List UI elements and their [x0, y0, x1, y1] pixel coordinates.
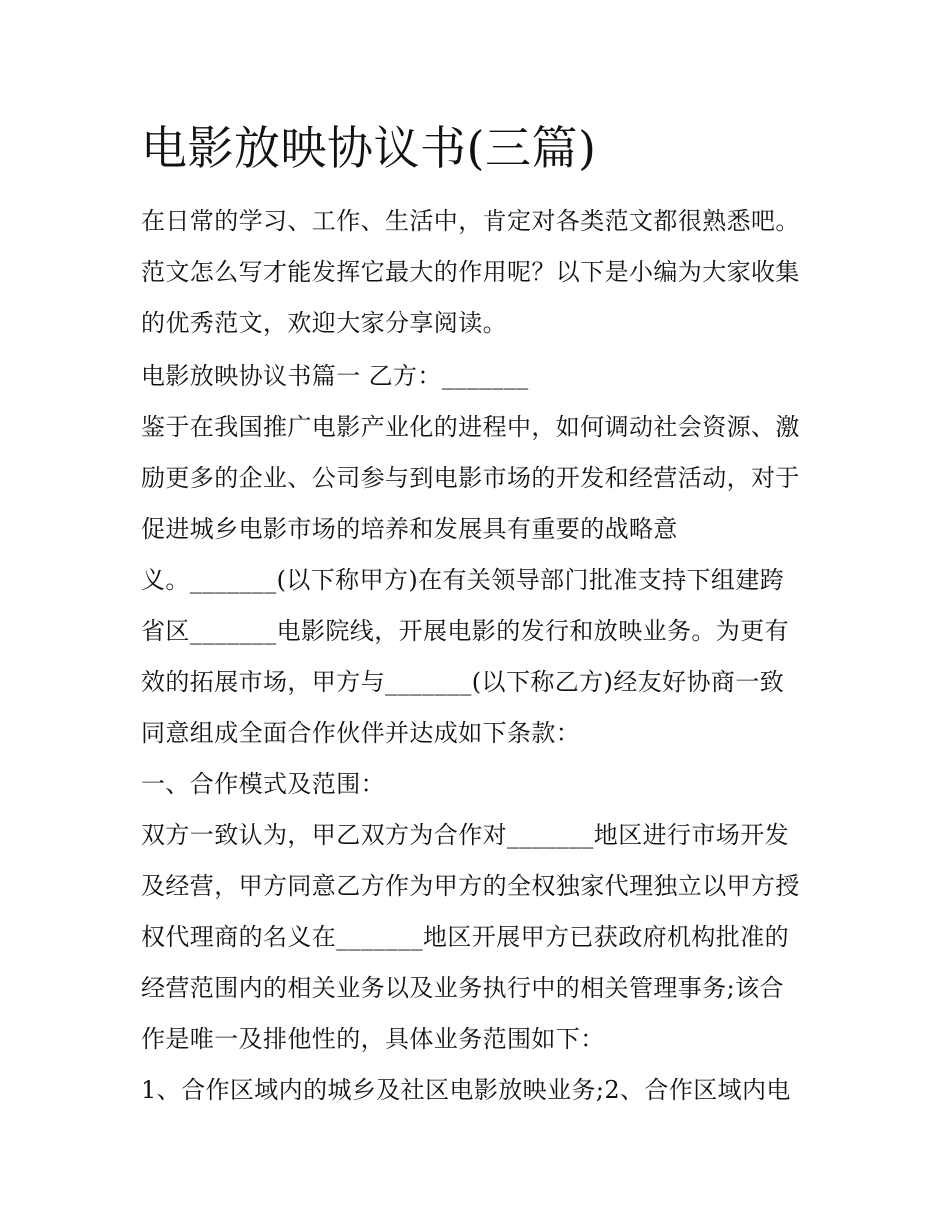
body-line-11: 同意组成全面合作伙伴并达成如下条款：: [141, 719, 581, 747]
clause-heading-line: 一、合作模式及范围：: [141, 770, 385, 798]
body-line-10: 效的拓展市场，甲方与_______(以下称乙方)经友好协商一致: [141, 668, 785, 696]
body-line-16: 经营范围内的相关业务以及业务执行中的相关管理事务;该合: [141, 974, 784, 1002]
body-line-6: 励更多的企业、公司参与到电影市场的开发和经营活动，对于: [141, 464, 800, 492]
body-line-5: 鉴于在我国推广电影产业化的进程中，如何调动社会资源、激: [141, 413, 800, 441]
body-line-9: 省区_______电影院线，开展电影的发行和放映业务。为更有: [141, 617, 789, 645]
body-line-17: 作是唯一及排他性的，具体业务范围如下：: [141, 1025, 605, 1053]
body-line-3: 的优秀范文，欢迎大家分享阅读。: [141, 309, 507, 337]
body-line-1: 在日常的学习、工作、生活中，肯定对各类范文都很熟悉吧。: [141, 207, 800, 235]
body-line-7: 促进城乡电影市场的培养和发展具有重要的战略意: [141, 515, 678, 543]
body-line-15: 权代理商的名义在_______地区开展甲方已获政府机构批准的: [141, 923, 789, 951]
body-line-18: 1、合作区域内的城乡及社区电影放映业务;2、合作区域内电: [141, 1076, 791, 1104]
document-title: 电影放映协议书(三篇): [141, 121, 597, 175]
body-line-13: 双方一致认为，甲乙双方为合作对_______地区进行市场开发: [141, 821, 789, 849]
section-heading-line: 电影放映协议书篇一 乙方：_______: [141, 362, 529, 390]
body-line-14: 及经营，甲方同意乙方作为甲方的全权独家代理独立以甲方授: [141, 872, 800, 900]
body-line-8: 义。_______(以下称甲方)在有关领导部门批准支持下组建跨: [141, 566, 785, 594]
body-line-2: 范文怎么写才能发挥它最大的作用呢？以下是小编为大家收集: [141, 258, 800, 286]
